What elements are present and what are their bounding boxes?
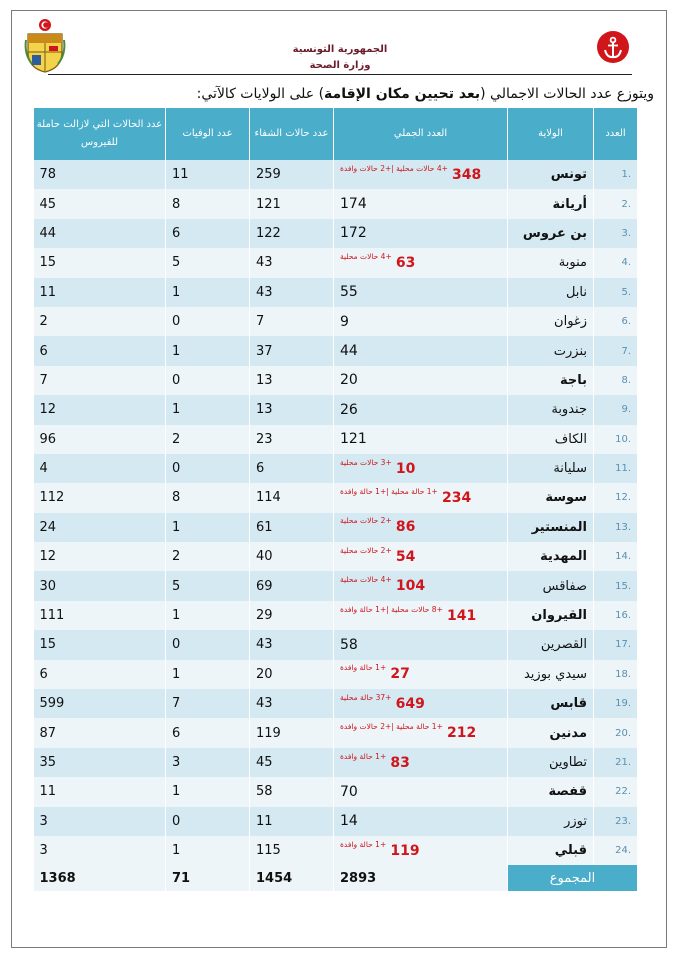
row-total-cell <box>334 660 508 689</box>
row-total: 172 <box>340 225 367 242</box>
row-active: 30 <box>34 571 166 600</box>
row-recovered: 122 <box>250 219 334 248</box>
row-active: 87 <box>34 718 166 747</box>
row-governorate: تونس <box>508 160 594 189</box>
row-recovered: 40 <box>250 542 334 571</box>
row-total-cell <box>334 718 508 747</box>
row-index: .4 <box>594 248 638 277</box>
row-new-cases-note: +4 حالات محلية <box>340 251 392 261</box>
summary-deaths: 71 <box>166 865 250 891</box>
row-recovered: 119 <box>250 718 334 747</box>
row-deaths: 0 <box>166 630 250 659</box>
row-total: 44 <box>340 343 358 360</box>
row-new-cases-note: +1 حالة وافدة <box>340 663 387 673</box>
intro-bold: بعد تحيين مكان الإقامة <box>324 86 481 102</box>
row-total-cell <box>334 748 508 777</box>
table-row <box>34 836 638 865</box>
row-recovered: 43 <box>250 278 334 307</box>
row-deaths: 0 <box>166 366 250 395</box>
row-active: 3 <box>34 836 166 865</box>
row-total: 86 <box>395 519 416 536</box>
table-row <box>34 748 638 777</box>
table-row <box>34 689 638 718</box>
row-recovered: 69 <box>250 571 334 600</box>
row-index: .19 <box>594 689 638 718</box>
row-active: 35 <box>34 748 166 777</box>
row-active: 2 <box>34 307 166 336</box>
row-recovered: 23 <box>250 425 334 454</box>
row-total-cell <box>334 278 508 307</box>
row-index: .1 <box>594 160 638 189</box>
row-index: .10 <box>594 425 638 454</box>
row-new-cases-note: +8 حالات محلية |+1 حالة وافدة <box>340 604 443 614</box>
row-index: .2 <box>594 189 638 218</box>
row-total: 104 <box>395 578 426 595</box>
row-total-cell <box>334 571 508 600</box>
row-recovered: 7 <box>250 307 334 336</box>
row-governorate: تطاوين <box>508 748 594 777</box>
table-row <box>34 395 638 424</box>
table-row <box>34 366 638 395</box>
row-index: .17 <box>594 630 638 659</box>
row-governorate: المهدية <box>508 542 594 571</box>
ministry-title: وزارة الصحة <box>309 60 371 71</box>
row-total: 63 <box>395 254 416 271</box>
row-index: .15 <box>594 571 638 600</box>
row-active: 599 <box>34 689 166 718</box>
header-recovered: عدد حالات الشفاء <box>250 108 334 160</box>
row-total: 70 <box>340 783 358 800</box>
row-total: 9 <box>340 313 349 330</box>
row-total-cell <box>334 513 508 542</box>
row-total-cell <box>334 336 508 365</box>
row-total-cell <box>334 836 508 865</box>
row-index: .12 <box>594 483 638 512</box>
row-new-cases-note: +1 حالة محلية |+2 حالات وافدة <box>340 722 443 732</box>
row-deaths: 1 <box>166 336 250 365</box>
row-recovered: 43 <box>250 630 334 659</box>
row-new-cases-note: +1 حالة محلية |+1 حالة وافدة <box>340 486 438 496</box>
row-recovered: 43 <box>250 689 334 718</box>
row-active: 44 <box>34 219 166 248</box>
row-active: 12 <box>34 542 166 571</box>
table-row <box>34 777 638 806</box>
row-recovered: 259 <box>250 160 334 189</box>
row-index: .7 <box>594 336 638 365</box>
summary-total: 2893 <box>334 865 508 891</box>
header-active: عدد الحالات التي لازالت حاملة للفيروس <box>34 108 166 160</box>
row-recovered: 115 <box>250 836 334 865</box>
row-active: 12 <box>34 395 166 424</box>
row-active: 15 <box>34 248 166 277</box>
summary-active: 1368 <box>34 865 166 891</box>
row-total-cell <box>334 483 508 512</box>
row-deaths: 1 <box>166 777 250 806</box>
row-active: 4 <box>34 454 166 483</box>
row-deaths: 0 <box>166 307 250 336</box>
row-active: 78 <box>34 160 166 189</box>
row-recovered: 43 <box>250 248 334 277</box>
republic-title: الجمهورية التونسية <box>292 44 388 55</box>
row-index: .24 <box>594 836 638 865</box>
row-total: 141 <box>447 607 477 624</box>
row-index: .8 <box>594 366 638 395</box>
row-deaths: 2 <box>166 425 250 454</box>
row-governorate: بنزرت <box>508 336 594 365</box>
table-row <box>34 248 638 277</box>
row-deaths: 0 <box>166 807 250 836</box>
row-index: .20 <box>594 718 638 747</box>
row-deaths: 3 <box>166 748 250 777</box>
row-recovered: 61 <box>250 513 334 542</box>
row-total: 14 <box>340 813 358 830</box>
row-deaths: 1 <box>166 660 250 689</box>
row-governorate: أريانة <box>508 189 594 218</box>
row-active: 24 <box>34 513 166 542</box>
row-total-cell <box>334 395 508 424</box>
row-active: 15 <box>34 630 166 659</box>
row-active: 6 <box>34 336 166 365</box>
intro-sentence <box>180 86 654 102</box>
table-row <box>34 483 638 512</box>
row-total: 27 <box>390 666 410 683</box>
row-total-cell <box>334 689 508 718</box>
row-deaths: 1 <box>166 601 250 630</box>
row-index: .21 <box>594 748 638 777</box>
table-row <box>34 807 638 836</box>
row-active: 7 <box>34 366 166 395</box>
row-governorate: مدنين <box>508 718 594 747</box>
row-deaths: 1 <box>166 395 250 424</box>
row-deaths: 1 <box>166 513 250 542</box>
row-governorate: بن عروس <box>508 219 594 248</box>
intro-part-2: ) على الولايات كالآتي: <box>196 86 325 102</box>
summary-recovered: 1454 <box>250 865 334 891</box>
row-index: .13 <box>594 513 638 542</box>
row-deaths: 2 <box>166 542 250 571</box>
row-active: 11 <box>34 278 166 307</box>
row-new-cases-note: +37 حالة محلية <box>340 692 392 702</box>
row-total-cell <box>334 307 508 336</box>
row-recovered: 114 <box>250 483 334 512</box>
row-total-cell <box>334 425 508 454</box>
table-row <box>34 601 638 630</box>
row-governorate: صفاقس <box>508 571 594 600</box>
row-total: 54 <box>395 548 416 565</box>
row-deaths: 0 <box>166 454 250 483</box>
header-total: العدد الجملي <box>334 108 508 160</box>
row-index: .22 <box>594 777 638 806</box>
row-governorate: قابس <box>508 689 594 718</box>
row-index: .3 <box>594 219 638 248</box>
row-total-cell <box>334 807 508 836</box>
header-deaths: عدد الوفيات <box>166 108 250 160</box>
row-deaths: 5 <box>166 248 250 277</box>
row-index: .5 <box>594 278 638 307</box>
header-index: العدد <box>594 108 638 160</box>
row-total-cell <box>334 777 508 806</box>
row-governorate: القيروان <box>508 601 594 630</box>
row-governorate: الكاف <box>508 425 594 454</box>
table-row <box>34 425 638 454</box>
table-header-row <box>34 108 638 160</box>
row-governorate: نابل <box>508 278 594 307</box>
row-governorate: قفصة <box>508 777 594 806</box>
table-row <box>34 630 638 659</box>
row-new-cases-note: +2 حالات محلية <box>340 545 392 555</box>
row-governorate: قبلي <box>508 836 594 865</box>
row-new-cases-note: +4 حالات محلية <box>340 575 392 585</box>
row-recovered: 11 <box>250 807 334 836</box>
table-row <box>34 160 638 189</box>
row-index: .16 <box>594 601 638 630</box>
intro-part-1: ويتوزع عدد الحالات الاجمالي ( <box>480 86 654 102</box>
header-divider <box>48 74 632 75</box>
row-total: 119 <box>390 842 420 859</box>
row-index: .11 <box>594 454 638 483</box>
table-row <box>34 307 638 336</box>
summary-label: المجموع <box>508 865 638 891</box>
row-deaths: 5 <box>166 571 250 600</box>
row-total: 348 <box>452 166 482 183</box>
table-row <box>34 660 638 689</box>
row-total: 234 <box>441 489 472 506</box>
row-total: 26 <box>340 401 358 418</box>
row-index: .23 <box>594 807 638 836</box>
row-governorate: جندوبة <box>508 395 594 424</box>
row-recovered: 29 <box>250 601 334 630</box>
row-recovered: 6 <box>250 454 334 483</box>
red-crescent-anchor-icon <box>596 30 630 64</box>
row-index: .18 <box>594 660 638 689</box>
table-row <box>34 571 638 600</box>
row-index: .14 <box>594 542 638 571</box>
summary-row <box>34 865 638 891</box>
row-governorate: سليانة <box>508 454 594 483</box>
row-governorate: سيدي بوزيد <box>508 660 594 689</box>
row-new-cases-note: +4 حالات محلية |+2 حالات وافدة <box>340 163 448 173</box>
row-recovered: 121 <box>250 189 334 218</box>
table-row <box>34 513 638 542</box>
row-deaths: 8 <box>166 189 250 218</box>
row-recovered: 45 <box>250 748 334 777</box>
row-active: 112 <box>34 483 166 512</box>
row-deaths: 11 <box>166 160 250 189</box>
table-row <box>34 718 638 747</box>
row-total-cell <box>334 189 508 218</box>
row-governorate: سوسة <box>508 483 594 512</box>
row-index: .9 <box>594 395 638 424</box>
row-governorate: القصرين <box>508 630 594 659</box>
row-total: 121 <box>340 431 367 448</box>
row-total: 174 <box>340 196 367 213</box>
row-total: 10 <box>395 460 416 477</box>
row-deaths: 1 <box>166 278 250 307</box>
row-total: 58 <box>340 636 358 653</box>
tunisia-coat-of-arms-icon <box>22 18 68 74</box>
row-index: .6 <box>594 307 638 336</box>
row-governorate: توزر <box>508 807 594 836</box>
header-governorate: الولاية <box>508 108 594 160</box>
row-total: 83 <box>390 754 410 771</box>
table-row <box>34 454 638 483</box>
table-row <box>34 542 638 571</box>
table-row <box>34 219 638 248</box>
row-governorate: زغوان <box>508 307 594 336</box>
row-active: 3 <box>34 807 166 836</box>
row-active: 11 <box>34 777 166 806</box>
row-total-cell <box>334 160 508 189</box>
row-active: 45 <box>34 189 166 218</box>
row-total-cell <box>334 248 508 277</box>
row-total: 212 <box>447 725 477 742</box>
row-total: 20 <box>340 372 358 389</box>
row-active: 111 <box>34 601 166 630</box>
row-governorate: باجة <box>508 366 594 395</box>
table-row <box>34 278 638 307</box>
row-deaths: 7 <box>166 689 250 718</box>
row-active: 96 <box>34 425 166 454</box>
row-new-cases-note: +3 حالات محلية <box>340 457 392 467</box>
row-deaths: 8 <box>166 483 250 512</box>
row-deaths: 6 <box>166 219 250 248</box>
row-total-cell <box>334 219 508 248</box>
row-total-cell <box>334 542 508 571</box>
row-recovered: 58 <box>250 777 334 806</box>
row-total-cell <box>334 454 508 483</box>
cases-by-governorate-table <box>33 108 638 891</box>
row-recovered: 37 <box>250 336 334 365</box>
row-total: 649 <box>395 695 425 712</box>
table-row <box>34 336 638 365</box>
row-recovered: 13 <box>250 366 334 395</box>
row-new-cases-note: +2 حالات محلية <box>340 516 392 526</box>
row-governorate: منوبة <box>508 248 594 277</box>
row-recovered: 20 <box>250 660 334 689</box>
row-total-cell <box>334 630 508 659</box>
row-recovered: 13 <box>250 395 334 424</box>
row-total-cell <box>334 601 508 630</box>
table-row <box>34 189 638 218</box>
row-total-cell <box>334 366 508 395</box>
row-deaths: 1 <box>166 836 250 865</box>
row-total: 55 <box>340 284 358 301</box>
row-governorate: المنستير <box>508 513 594 542</box>
row-new-cases-note: +1 حالة وافدة <box>340 751 387 761</box>
row-new-cases-note: +1 حالة وافدة <box>340 839 387 849</box>
row-deaths: 6 <box>166 718 250 747</box>
row-active: 6 <box>34 660 166 689</box>
